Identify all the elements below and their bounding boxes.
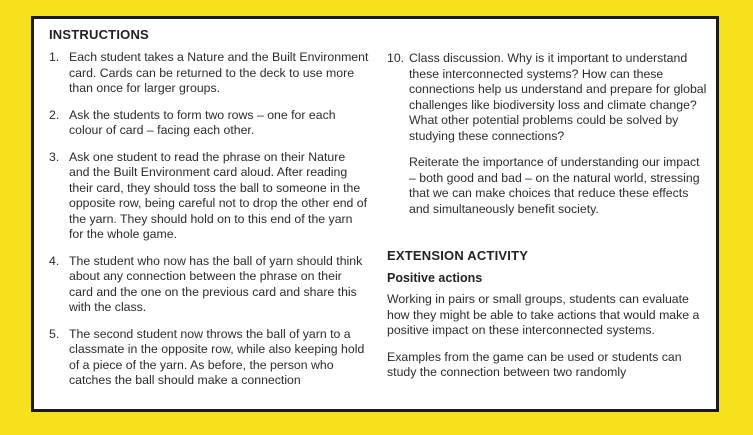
instruction-steps [49,50,369,389]
extension-paragraph: Working in pairs or small groups, students can evaluate how they might be able to take actions that would make a positive impact on these interconnected systems. [387,292,700,337]
step-item [49,327,369,389]
step-number: 2. [49,107,60,122]
positive-actions-subheading: Positive actions [387,271,483,285]
instruction-steps-continued [387,51,709,144]
step-item [49,108,369,139]
left-column [49,27,369,400]
instruction-card [31,16,719,412]
step-number: 5. [49,326,60,341]
step-number: 4. [49,253,60,268]
step-text: Ask the students to form two rows – one for each colour of card – facing each other. [69,107,336,137]
step-text: Class discussion. Why is it important to understand these interconnected systems? How can these connections help us understand and prepare for global challenges like biodiversity loss and climate change? What other potential problems could be solved by studying these connections? [409,51,707,143]
step-item [49,50,369,97]
step-item [49,150,369,243]
extension-paragraph-examples: Examples from the game can be used or students can study the connection between two randomly [387,349,682,379]
step-item [387,51,709,144]
step-number: 1. [49,50,60,64]
right-column [387,27,709,392]
step-number: 3. [49,149,60,164]
step-number: 10. [387,51,405,65]
step-text: The second student now throws the ball of yarn to a classmate in the opposite row, while also keeping hold of a piece of the yarn. As before, the person who catches the ball should make a connection [69,326,365,387]
step-item [49,254,369,316]
reiterate-paragraph: Reiterate the importance of understanding our impact – both good and bad – on the natural world, stressing that we can make choices that reduce these effects and simultaneously benefit society. [409,155,700,216]
step-text: The student who now has the ball of yarn should think about any connection between the phrase on their card and the one on the previous card and share this with the class. [69,253,363,314]
step-text: Each student takes a Nature and the Built Environment card. Cards can be returned to the deck to use more than once for larger groups. [69,50,369,95]
step-text: Ask one student to read the phrase on their Nature and the Built Environment card aloud. After reading their card, they should toss the ball to someone in the opposite row, being careful not to drop the other end of the yarn. They should hold on to this end of the yarn for the whole game. [69,149,368,241]
instructions-heading: INSTRUCTIONS [49,27,149,42]
extension-heading: EXTENSION ACTIVITY [387,248,529,263]
